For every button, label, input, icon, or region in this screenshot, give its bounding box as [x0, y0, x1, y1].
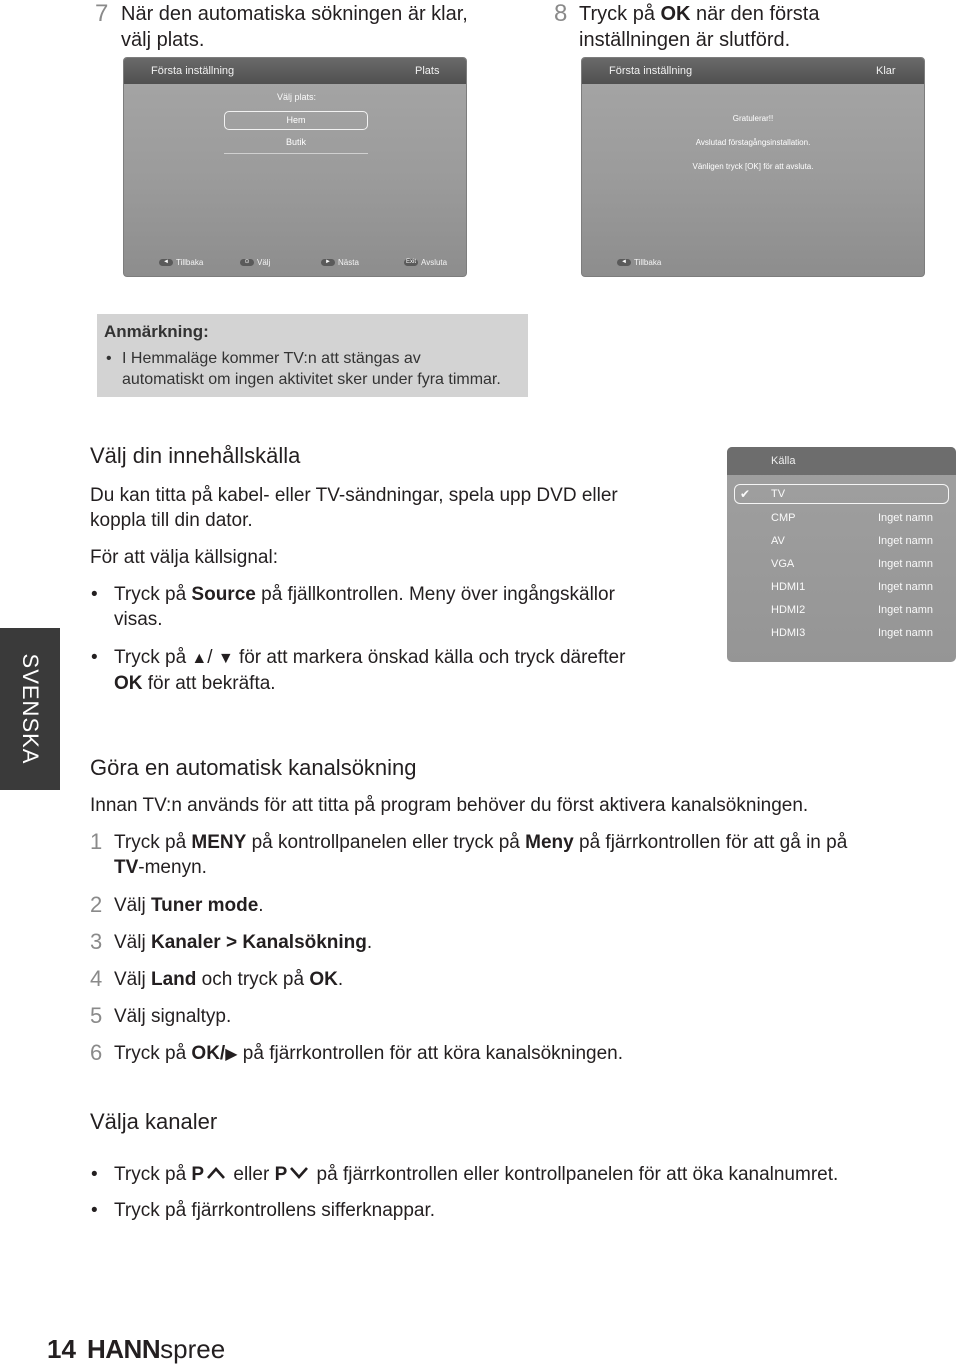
- bullet-item: • Tryck på fjärrkontrollens sifferknappar.: [114, 1198, 435, 1223]
- hint-label: Avsluta: [421, 258, 448, 267]
- section-heading: Välja kanaler: [90, 1109, 218, 1134]
- menu-key: Meny: [525, 832, 574, 853]
- location-prompt: Välj plats:: [277, 92, 317, 102]
- text: Välj: [114, 969, 151, 990]
- source-menu: [727, 447, 956, 662]
- source-row-cmp[interactable]: [727, 507, 956, 529]
- step-number: 8: [554, 0, 568, 27]
- screen-title: Första inställning: [151, 65, 235, 77]
- step-8-line: inställningen är slutförd.: [579, 29, 791, 51]
- text: .: [337, 969, 344, 990]
- text: Välj: [114, 932, 151, 953]
- ok-key: OK: [309, 969, 338, 990]
- step-number: 1: [90, 829, 103, 854]
- p-key: P: [274, 1164, 288, 1185]
- source-intro: [90, 483, 618, 533]
- option-label: Butik: [285, 137, 306, 147]
- tv-key: TV: [114, 857, 139, 878]
- text: på fjärrkontrollen för att köra kanalsökningen.: [237, 1043, 624, 1064]
- text-line: Du kan titta på kabel- eller TV-sändningar, spela upp DVD eller: [90, 485, 618, 506]
- hint-label: Tillbaka: [634, 258, 662, 267]
- press-ok-text: Vänligen tryck [OK] för att avsluta.: [692, 162, 814, 171]
- exit-icon: Exit: [405, 259, 416, 266]
- congrats-text: Gratulerar!!: [732, 114, 774, 123]
- text: Tryck på: [114, 832, 192, 853]
- screen-title: Första inställning: [609, 65, 693, 77]
- source-row-av[interactable]: [727, 530, 956, 552]
- step-number: 7: [95, 0, 109, 27]
- source-value: Inget namn: [878, 512, 934, 524]
- source-value: Inget namn: [878, 581, 934, 593]
- text: Tryck på: [114, 647, 192, 668]
- text: på kontrollpanelen eller tryck på: [246, 832, 526, 853]
- text: på fjärrkontrollen för att gå in på: [573, 832, 848, 853]
- source-key: Source: [191, 584, 256, 605]
- chevron-up-icon: [206, 1166, 226, 1180]
- source-menu-header: [727, 447, 956, 475]
- step-7-line: När den automatiska sökningen är klar,: [121, 3, 468, 25]
- option-label: Hem: [286, 115, 306, 125]
- menu-item: Tuner mode: [150, 895, 259, 916]
- ok-key: OK/: [191, 1043, 226, 1064]
- footer-hint: [617, 258, 661, 268]
- left-arrow-icon: ◄: [159, 259, 173, 266]
- text: för att markera önskad källa och tryck därefter: [233, 647, 626, 668]
- ok-key: OK: [660, 3, 691, 25]
- bullet-item: [114, 1162, 838, 1187]
- right-arrow-icon: ►: [321, 259, 335, 266]
- p-key: P: [191, 1164, 205, 1185]
- footer-hint: [159, 258, 203, 268]
- section-heading: Göra en automatisk kanalsökning: [90, 755, 417, 780]
- source-name: VGA: [771, 558, 795, 570]
- source-name: CMP: [771, 512, 796, 524]
- footer-hint: [321, 258, 359, 268]
- scan-intro: Innan TV:n används för att titta på program behöver du först aktivera kanalsökningen.: [90, 795, 809, 816]
- bullet-item: [114, 582, 615, 632]
- source-name: HDMI3: [771, 627, 806, 639]
- text: -menyn.: [138, 857, 207, 878]
- brand-logo: [87, 1334, 225, 1365]
- source-name: AV: [771, 535, 785, 547]
- screen-title-bar: [124, 58, 466, 84]
- brand-part: HANN: [87, 1334, 161, 1364]
- step-number: 2: [90, 892, 103, 917]
- bullet-item: [114, 645, 625, 696]
- finished-text: Avslutad förstagångsinstallation.: [695, 138, 811, 147]
- selection-highlight: [734, 484, 949, 504]
- text: Tryck på: [579, 3, 661, 25]
- brand-part: spree: [160, 1334, 226, 1364]
- note-line: I Hemmaläge kommer TV:n att stängas av: [122, 350, 421, 367]
- source-instruction: För att välja källsignal:: [90, 547, 278, 568]
- section-heading: Välj din innehållskälla: [90, 443, 301, 468]
- up-triangle-icon: ▲: [191, 650, 208, 667]
- left-arrow-icon: ◄: [617, 259, 631, 266]
- text: Välj: [114, 895, 151, 916]
- source-name: HDMI2: [771, 604, 806, 616]
- menu-item: Land: [150, 969, 197, 990]
- footer-hint: [240, 258, 270, 268]
- hint-label: Nästa: [338, 258, 359, 267]
- note-box: [97, 314, 528, 397]
- language-label: SVENSKA: [18, 653, 43, 765]
- text: Tryck på: [114, 1164, 192, 1185]
- screen-title-bar: [582, 58, 924, 84]
- play-arrow-icon: ▶: [225, 1046, 238, 1063]
- source-value: Inget namn: [878, 535, 934, 547]
- tv-screen-location: [123, 57, 467, 277]
- text: eller: [228, 1164, 275, 1185]
- text: när den första: [690, 3, 820, 25]
- hint-label: Tillbaka: [176, 258, 204, 267]
- source-row-hdmi3[interactable]: [727, 622, 956, 644]
- step-8-text: [579, 1, 819, 53]
- source-row-hdmi2[interactable]: [727, 599, 956, 621]
- text: på fjärrkontrollen eller kontrollpanelen för att öka kanalnumret.: [311, 1164, 839, 1185]
- text: och tryck på: [196, 969, 310, 990]
- note-line: automatiskt om ingen aktivitet sker under fyra timmar.: [122, 371, 501, 388]
- source-name: HDMI1: [771, 581, 806, 593]
- step-7-text: [121, 1, 468, 53]
- menu-item: Kanaler > Kanalsökning: [150, 932, 367, 953]
- step-number: 6: [90, 1040, 103, 1065]
- screen-step-label: Klar: [876, 65, 896, 77]
- ok-key: OK: [114, 673, 143, 694]
- text-line: visas.: [114, 609, 163, 630]
- hint-label: Välj: [257, 258, 271, 267]
- step-7-line: välj plats.: [121, 29, 205, 51]
- page-number: 14: [47, 1334, 76, 1364]
- note-text: [104, 348, 501, 390]
- check-icon: ✔: [740, 487, 751, 501]
- source-row-vga[interactable]: [727, 553, 956, 575]
- text: för att bekräfta.: [142, 673, 276, 694]
- tv-screen-done: [581, 57, 925, 277]
- text: på fjällkontrollen. Meny över ingångskällor: [255, 584, 615, 605]
- down-triangle-icon: ▼: [217, 650, 234, 667]
- step-number: 5: [90, 1003, 103, 1028]
- source-value: Inget namn: [878, 604, 934, 616]
- text: .: [366, 932, 373, 953]
- text: Tryck på: [114, 1043, 192, 1064]
- select-icon: ⊙: [240, 259, 254, 266]
- step-number: 4: [90, 966, 103, 991]
- text: /: [207, 647, 218, 668]
- location-option-selected[interactable]: [224, 111, 368, 130]
- step-number: 3: [90, 929, 103, 954]
- source-name: TV: [771, 488, 786, 500]
- source-value: Inget namn: [878, 558, 934, 570]
- source-value: Inget namn: [878, 627, 934, 639]
- location-option[interactable]: [224, 134, 368, 154]
- source-row-tv[interactable]: [727, 483, 956, 505]
- source-row-hdmi1[interactable]: [727, 576, 956, 598]
- bullet-icon: •: [106, 350, 112, 367]
- chevron-down-icon: [289, 1166, 309, 1180]
- text: .: [258, 895, 264, 916]
- note-title: Anmärkning:: [104, 322, 209, 341]
- source-menu-title: Källa: [771, 455, 796, 467]
- footer-hint: [404, 258, 447, 268]
- step-text: Välj signaltyp.: [114, 1006, 232, 1027]
- language-tab: [0, 628, 60, 790]
- menu-key: MENY: [191, 832, 247, 853]
- screen-step-label: Plats: [415, 65, 440, 77]
- text: Tryck på: [114, 584, 192, 605]
- text-line: koppla till din dator.: [90, 510, 253, 531]
